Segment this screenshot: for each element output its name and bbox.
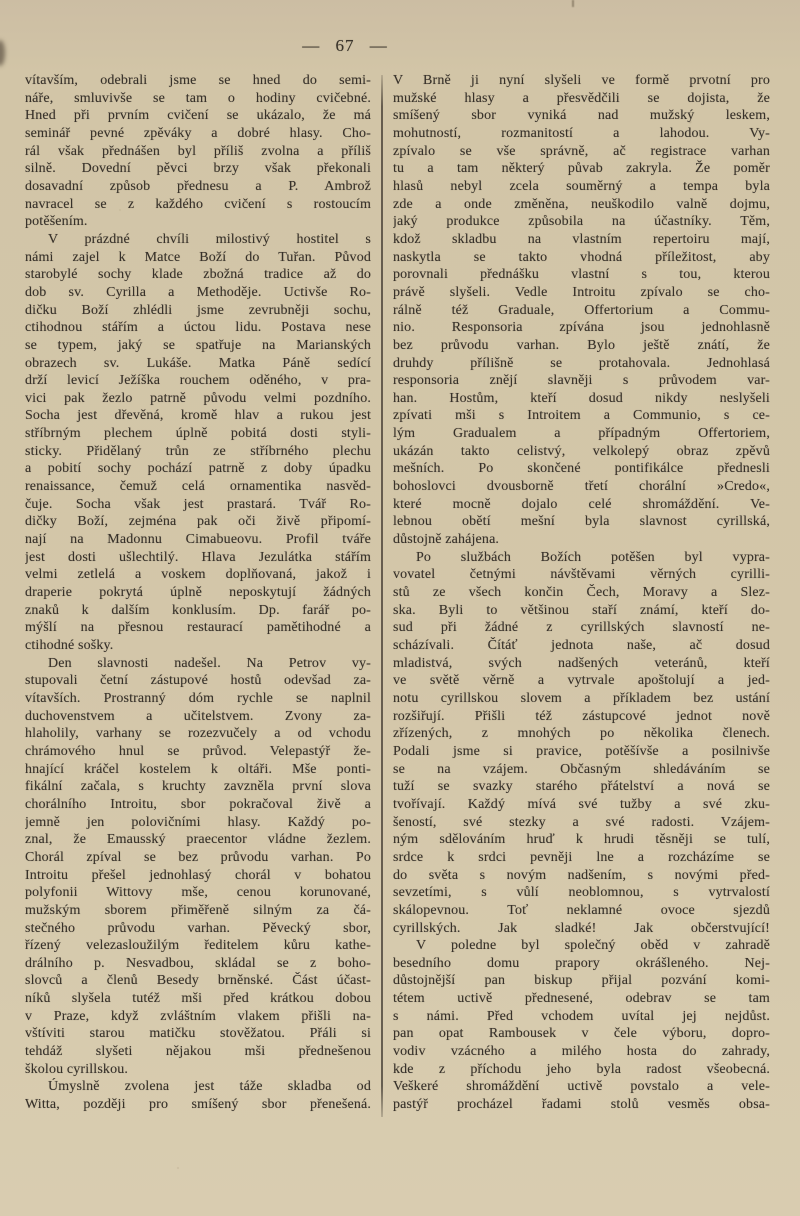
text-line: s námi. Před vchodem uvítal jej nejdůst. [392, 1008, 770, 1024]
text-line: námi zajel k Matce Boží do Tuřan. Původ [25, 249, 371, 265]
text-line: fikální začala, s kruchty zavzněla první slova [25, 779, 371, 795]
text-line: V Brně ji nyní slyšeli ve formě prvotní pro [392, 73, 770, 88]
text-line: důstojnější pan biskup přijal pozvání komi- [392, 973, 770, 989]
text-line: pan opat Rambousek v čele výboru, dopro- [392, 1026, 770, 1042]
text-line: obrazech sv. Lukáše. Matka Páně sedící [25, 355, 371, 371]
text-line: starobylé sochy klade zbožná tradice až do [25, 267, 371, 283]
text-line: Veškeré shromáždění uctivě povstalo a vele- [392, 1079, 770, 1095]
text-line: Úmyslně zvolena jest táže skladba od [48, 1079, 371, 1095]
text-line: lým Gradualem a případným Offertoriem, [392, 426, 770, 442]
text-line: školou cyrillskou. [25, 1061, 129, 1077]
text-line: cyrillských. Jak sladké! Jak občerstvující! [392, 920, 770, 936]
text-line: hlaholily, varhany se rozezvučely a od vchodu [25, 726, 371, 742]
text-line: rozšiřují. Přišli též zástupcové jednot nově [392, 708, 770, 724]
text-line: V prázdné chvíli milostivý hostitel s [48, 231, 371, 247]
text-line: ska. Byli to většinou staří známí, kteří do- [392, 602, 770, 618]
text-line: mýšlí na přesnou restaurací pamětihodné a [25, 620, 371, 636]
text-line: a pobití sochy pochází patrně z doby úpadku [25, 461, 371, 477]
text-line: Socha jest dřevěná, kromě hlav a rukou jest [25, 408, 371, 424]
text-line: mešních. Po skončené pontifikálce přednesli [392, 461, 770, 477]
text-line: vštíviti starou matičku stověžatou. Přáli si [25, 1026, 371, 1042]
text-line: druhdy přílišně se protahovala. Jednohlasá [392, 355, 770, 371]
text-block [25, 72, 770, 1117]
text-line: Introitu přešel jednohlasý chorál v bohatou [25, 867, 371, 883]
scan-artifact-tick [572, 0, 574, 7]
text-line: renaissance, čemuž celá ornamentika nasvěd- [25, 479, 371, 495]
text-line: důstojně zahájena. [392, 532, 500, 548]
text-line: velmi zetlelá a voskem doplňovaná, jakož i [25, 567, 371, 583]
text-line: náře, smluvivše se tam o hodiny cvičebné. [25, 90, 371, 106]
text-line: sticky. Přidělaný trůn ze stříbrného plechu [25, 443, 371, 459]
text-line: zpívalo se vše správně, ač registrace varhan [392, 143, 770, 159]
text-line: responsoria znějí slavněji s průvodem var- [392, 373, 770, 389]
text-line: skálopevnou. Toť neklamné ovoce sjezdů [392, 902, 770, 918]
text-line: vici pak žezlo patrně původu velmi pozdního. [25, 390, 371, 406]
text-column-right [393, 72, 770, 1117]
text-line: jaký produkce způsobila na účastníky. Těm, [392, 214, 770, 230]
text-line: seminář pevné zpěváky a dobré hlasy. Cho- [25, 125, 371, 141]
text-line: ve světě věrně a vytrvale apoštolují a jed- [392, 673, 770, 689]
text-line: mužské hlasy a přesvědčili se dojista, že [392, 90, 770, 106]
text-line: sud při žádné z cyrillských slavností ne- [392, 620, 770, 636]
text-line: draperie pokrytá úplně neposkytují žádných [25, 585, 371, 601]
text-line: zřízených, z mnohých po několika členech. [392, 726, 770, 742]
text-line: právě slyšeli. Vedle Introitu zpívalo se cho- [392, 284, 770, 300]
text-line: níků slyšela tutéž mši před krátkou dobou [25, 991, 371, 1007]
text-line: pastýř procházel řadami stolů vesměs obsa- [392, 1097, 770, 1113]
text-line: kdož skladbu na vlastním repertoiru mají, [392, 231, 770, 247]
text-line: srdce k srdci pevněji lne a rozcházíme se [392, 849, 770, 865]
text-line: bohoslovci dvousborně třetí chorální »Credo«, [392, 479, 770, 495]
text-line: dob sv. Cyrilla a Methoděje. Uctivše Ro- [25, 284, 371, 300]
text-line: bez průvodu varhan. Bylo ještě znátí, že [392, 337, 770, 353]
text-line: jemně jen polovičními hlasy. Každý po- [25, 814, 371, 830]
text-line: hnající kráčel kostelem k oltáři. Mše ponti- [25, 761, 371, 777]
text-line: mužským sborem přiměřeně silným za čá- [25, 902, 371, 918]
text-line: znal, že Emausský praecentor vládne žezlem. [25, 832, 371, 848]
text-line: besedního domu prapory okrášleného. Nej- [392, 955, 770, 971]
text-line: duchovenstvem a učitelstvem. Zvony za- [25, 708, 371, 724]
text-line: mladistvá, svých nadšených veteránů, kteří [392, 655, 770, 671]
text-line: tehdáž slyšeti nějakou mši přednešenou [25, 1044, 371, 1060]
text-line: chrámového hnul se průvod. Velepastýř že- [25, 743, 371, 759]
text-line: znaků k dalším konklusím. Dp. farář po- [25, 602, 371, 618]
text-line: stečného průvodu varhan. Pěvecký sbor, [25, 920, 371, 936]
text-column-left [25, 72, 371, 1117]
text-line: Hned při prvním cvičení se ukázalo, že má [25, 108, 371, 124]
text-line: stů ze všech končin Čech, Moravy a Slez- [392, 585, 770, 601]
text-line: chorálního Introitu, sbor pokračoval živě a [25, 796, 371, 812]
text-line: polyfonii Wittovy mše, cenou korunované, [25, 885, 371, 901]
text-line: Po službách Božích potěšen byl vypra- [415, 549, 770, 565]
text-line: stříbrným plechem úplně pobitá dosti styli- [25, 426, 371, 442]
text-line: sevzetími, s vůlí neoblomnou, s vytrvalostí [392, 885, 770, 901]
text-line: nají na Madonnu Cimabueovu. Profil tváře [25, 532, 371, 548]
text-line: Den slavnosti nadešel. Na Petrov vy- [48, 655, 371, 671]
text-line: scházívali. Čítáť jednota naše, ač dosud [392, 638, 770, 653]
text-line: lebnou obětí mešní byla slavnost cyrillská, [392, 514, 770, 530]
page-number: — 67 — [302, 36, 388, 55]
text-line: které mocně dojalo celé shromáždění. Ve- [392, 496, 770, 512]
text-line: nio. Responsoria zpívána jsou jednohlasně [392, 320, 770, 336]
text-line: porovnali přednášku vlastní s tou, kterou [392, 267, 770, 283]
text-line: rál však přednášen byl příliš zvolna a příliš [25, 143, 371, 159]
text-line: vovatel četnými návštěvami věrných cyrilli- [392, 567, 770, 583]
text-line: notu cyrillskou slovem a příkladem bez ustání [392, 690, 770, 706]
text-line: potěšením. [25, 214, 88, 230]
text-line: ctihodné sošky. [25, 638, 114, 653]
text-line: jest dosti ušlechtilý. Hlava Jezulátka stářím [25, 549, 371, 565]
text-line: vodiv vzácného a milého hosta do zahrady, [392, 1044, 770, 1060]
scan-edge-smudge [0, 40, 5, 66]
text-line: Podali jsme si pravice, potěšívše a posilnivše [392, 743, 770, 759]
text-line: stupovali četní zástupové hostů odevšad za- [25, 673, 371, 689]
text-line: tuží se svazky starého přátelství a nová se [392, 779, 770, 795]
text-line: V poledne byl společný oběd v zahradě [415, 938, 770, 954]
text-line: navracel se z každého cvičení s rostoucím [25, 196, 371, 212]
text-line: silně. Dovední pěvci brzy však překonali [25, 161, 371, 177]
text-line: dičku Boží zhlédli jsme zevrubněji sochu, [25, 302, 371, 318]
text-line: ným sdělováním hruď k hrudi těsněji se tulí, [392, 832, 770, 848]
text-line: řízený velezasloužilým ředitelem kůru kathe- [25, 938, 371, 954]
text-line: rálně též Graduale, Offertorium a Commu- [392, 302, 770, 318]
text-line: zpívati mši s Introitem a Communio, s ce- [392, 408, 770, 424]
text-line: dičky Boží, zejména pak oči živě připomí- [25, 514, 371, 530]
text-line: tétem uctivě přednesené, odebrav se tam [392, 991, 770, 1007]
text-line: do světa s novým nadšením, s novými před- [392, 867, 770, 883]
text-line: naskytla se takto vhodná příležitost, aby [392, 249, 770, 265]
text-line: mohutností, rozmanitostí a lahodou. Vy- [392, 125, 770, 141]
text-line: drží levicí Ježíška rouchem oděného, v pra- [25, 373, 371, 389]
text-line: se na vzájem. Občasným shledáváním se [392, 761, 770, 777]
text-line: vítavších. Prostranný dóm rychle se naplnil [25, 690, 371, 706]
text-line: zde a onde změněna, neuškodilo valně dojmu, [392, 196, 770, 212]
text-line: smíšený sbor vyniká nad mužský leskem, [392, 108, 770, 124]
text-line: kde z příchodu jeho byla radost všeobecná. [392, 1061, 770, 1077]
text-line: ctihodnou stářím a úctou lidu. Postava nese [25, 320, 371, 336]
text-line: han. Hostům, kteří dosud nikdy neslyšeli [392, 390, 770, 406]
text-line: Witta, později pro smíšený sbor přenešená. [25, 1097, 371, 1113]
text-line: tvořívají. Každý mívá své tužby a své zku- [392, 796, 770, 812]
text-line: dosavadní způsob přednesu a P. Ambrož [25, 178, 371, 194]
text-line: se typem, jaký se spatřuje na Marianských [25, 337, 371, 353]
text-line: drálního p. Nesvadbou, skládal se z boho- [25, 955, 371, 971]
text-line: čuje. Socha však jest prastará. Tvář Ro- [25, 496, 371, 512]
text-line: ukázán takto celistvý, velkolepý obraz zpěvů [392, 443, 770, 459]
text-line: Chorál zpíval se bez průvodu varhan. Po [25, 849, 371, 865]
text-line: vítavším, odebrali jsme se hned do semi- [25, 73, 371, 88]
text-line: tu a tam některý půvab zakryla. Že poměr [392, 161, 770, 177]
text-line: slovců a členů Besedy brněnské. Část účast- [25, 973, 371, 989]
text-line: šeností, své stezky a své radosti. Vzájem- [392, 814, 770, 830]
column-divider-rule [381, 75, 383, 1117]
text-line: hlasů nebyl zcela souměrný a tempa byla [392, 178, 770, 194]
text-line: v Praze, když zvláštním vlakem přišli na- [25, 1008, 371, 1024]
